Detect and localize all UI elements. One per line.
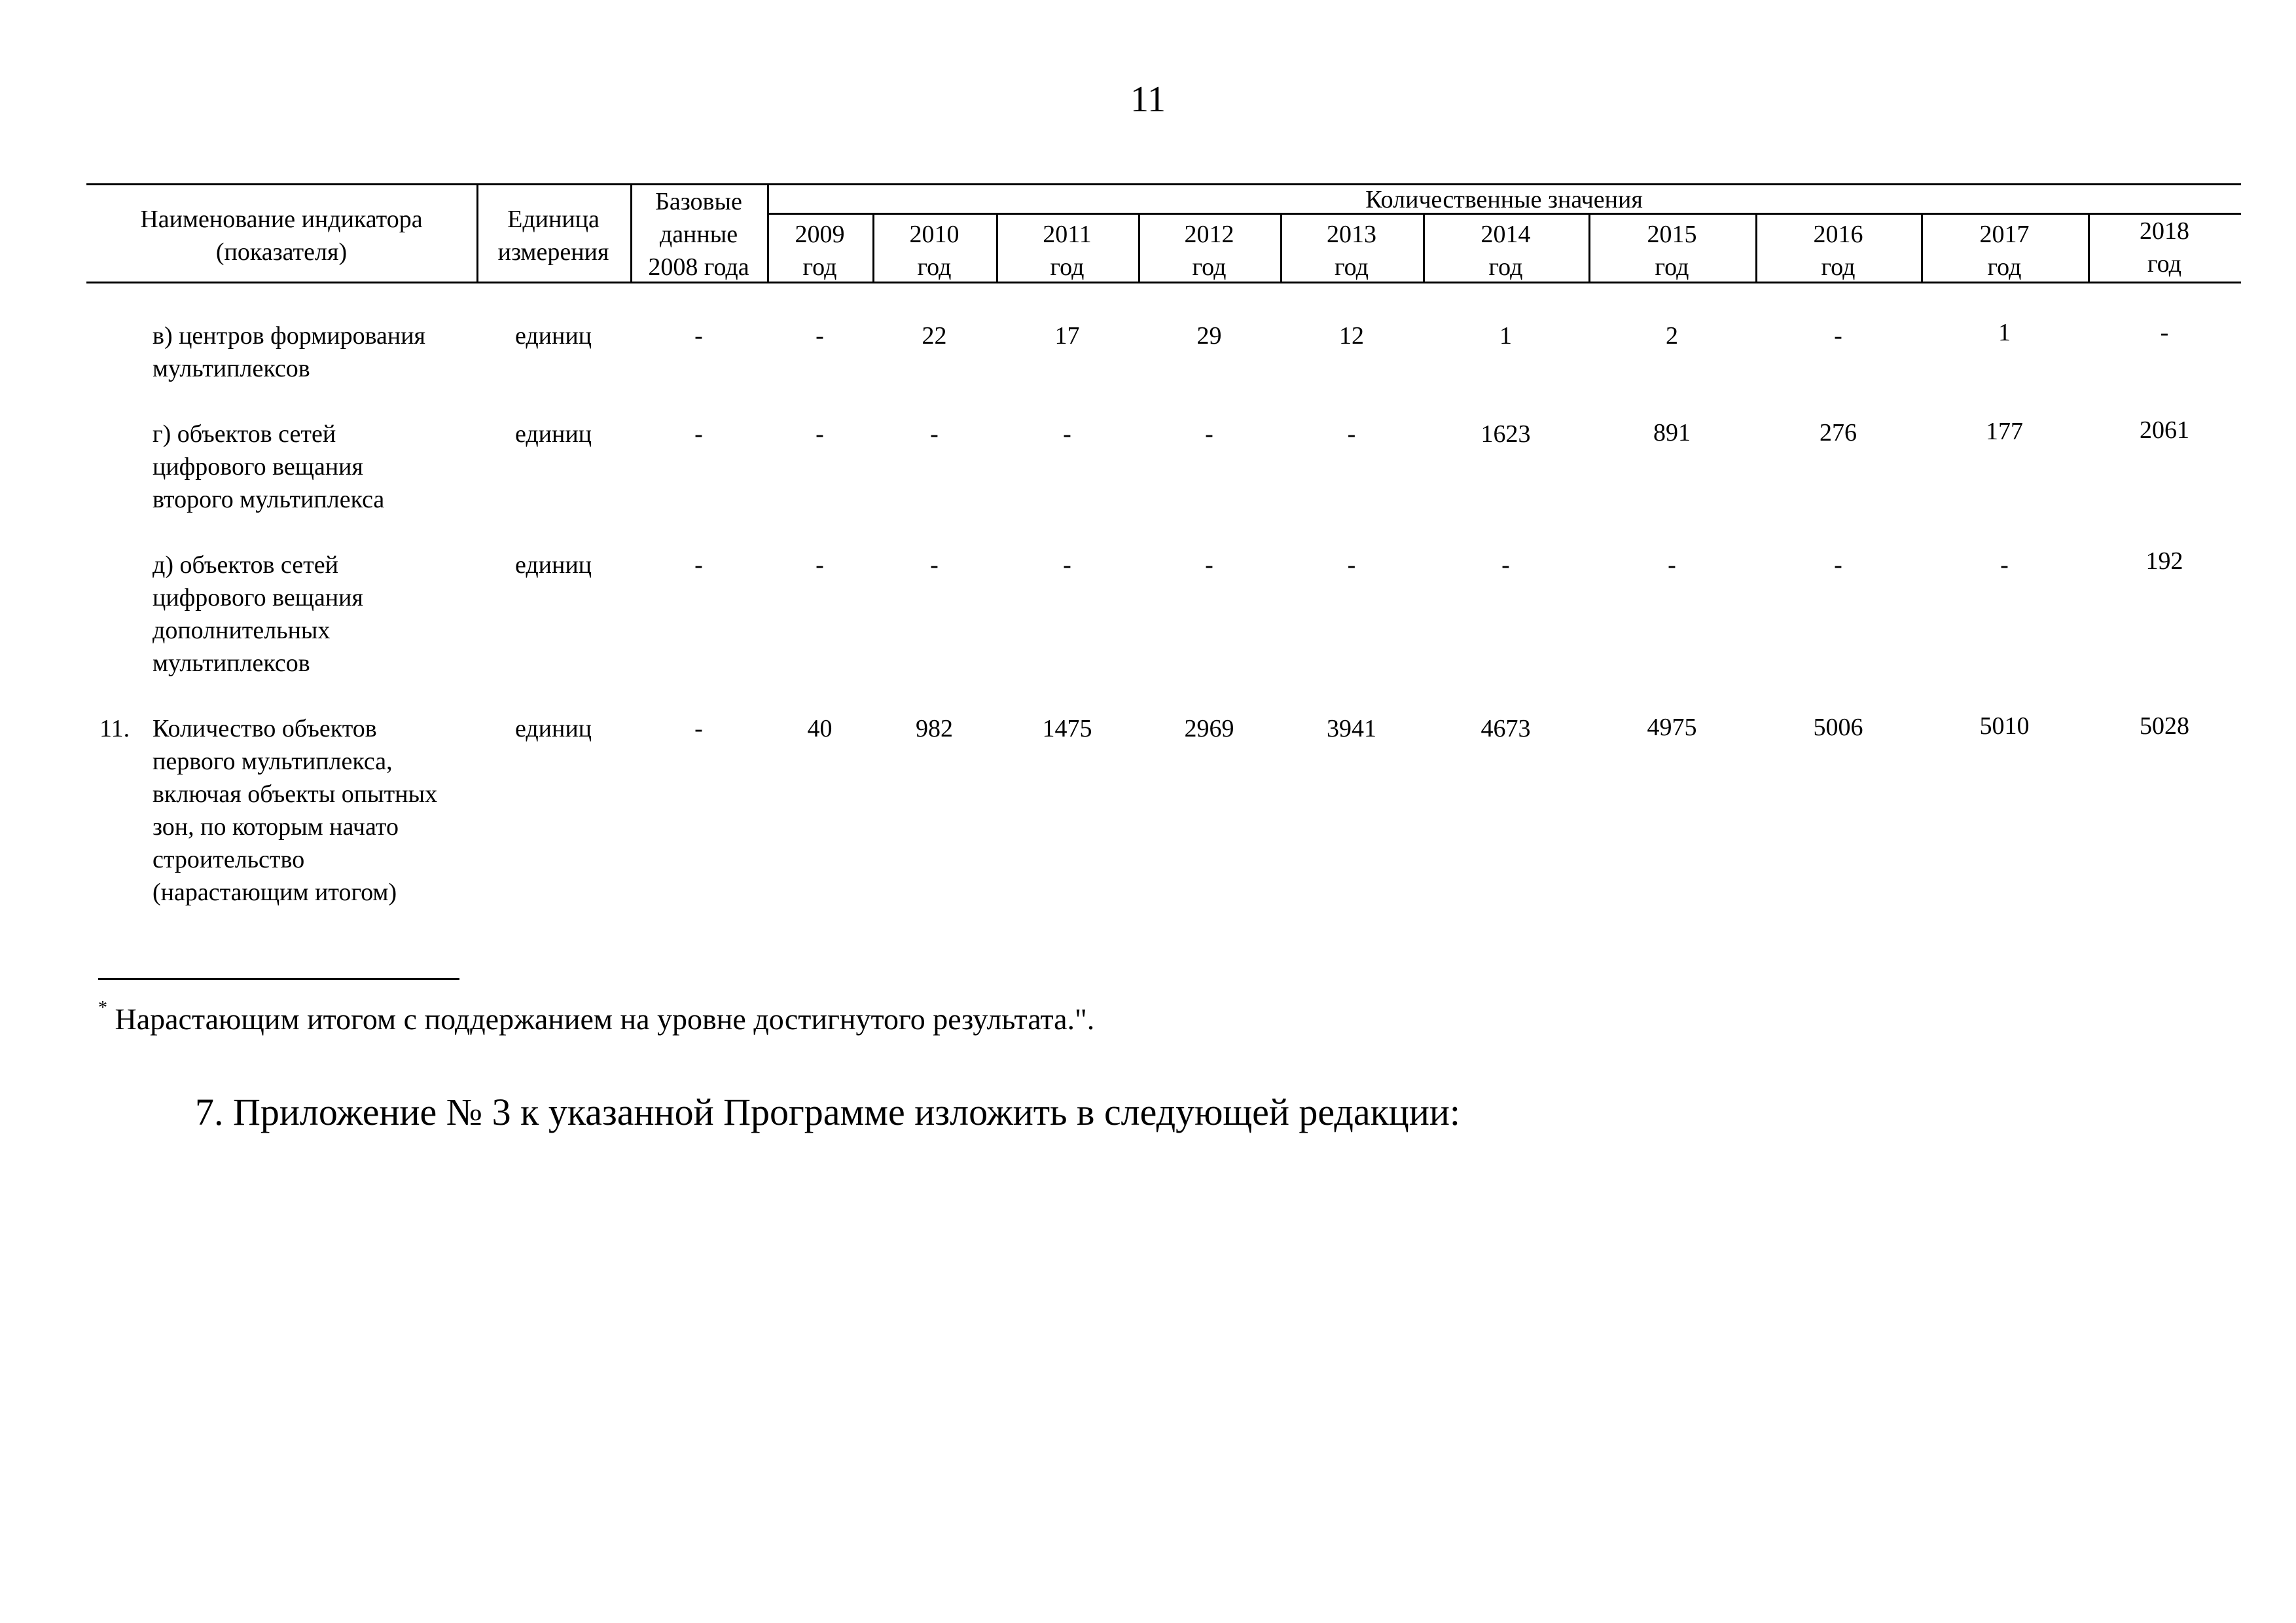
value-cell: 17 <box>1054 322 1080 350</box>
value-cell: 29 <box>1196 322 1222 350</box>
value-cell: 4673 <box>1480 715 1531 742</box>
header-year-2015: 2015 год <box>1647 221 1697 281</box>
value-cell: - <box>1063 420 1071 448</box>
row-unit: единиц <box>514 715 592 742</box>
value-cell: - <box>816 420 824 448</box>
value-cell: - <box>930 551 939 579</box>
value-cell: 1623 <box>1480 420 1531 448</box>
value-cell: 2969 <box>1184 715 1234 742</box>
value-cell: - <box>1834 551 1842 579</box>
header-year-2014: 2014 год <box>1480 221 1531 281</box>
value-cell: - <box>1668 551 1676 579</box>
value-cell: 1 <box>1499 322 1512 350</box>
header-year-2009: 2009 год <box>795 221 845 281</box>
value-cell: 2 <box>1666 322 1678 350</box>
row-unit: единиц <box>514 420 592 448</box>
value-cell: 276 <box>1820 419 1857 447</box>
value-cell: - <box>694 420 703 448</box>
value-cell: - <box>816 322 824 350</box>
value-cell: 982 <box>916 715 953 742</box>
value-cell: 40 <box>807 715 833 742</box>
value-cell: - <box>1347 420 1356 448</box>
footnote <box>98 998 1095 1036</box>
header-base-data: Базовые данные 2008 года <box>648 188 749 281</box>
value-cell: 891 <box>1653 419 1691 447</box>
row-indicator-name: д) объектов сетей цифрового вещания дополнительных мультиплексов <box>152 551 363 677</box>
value-cell: 177 <box>1986 418 2023 445</box>
value-cell: 1 <box>1998 319 2011 346</box>
row-indicator-name: Количество объектов первого мультиплекса, включая объекты опытных зон, по которым начато строительство (нарастающим итогом) <box>152 715 438 906</box>
header-year-2017: 2017 год <box>1979 221 2030 281</box>
value-cell: - <box>1347 551 1356 579</box>
row-number: 11. <box>99 715 130 742</box>
header-unit: Единица измерения <box>497 206 609 266</box>
footnote-rule <box>98 978 459 980</box>
value-cell: - <box>1205 420 1213 448</box>
row-indicator-name: в) центров формирования мультиплексов <box>152 322 426 382</box>
row-indicator-name: г) объектов сетей цифрового вещания второго мультиплекса <box>152 420 385 513</box>
value-cell: - <box>2000 551 2009 579</box>
value-cell: - <box>1834 322 1842 350</box>
value-cell: 22 <box>922 322 947 350</box>
header-year-2018: 2018 год <box>2140 217 2189 278</box>
value-cell: 192 <box>2145 547 2183 575</box>
value-cell: 4975 <box>1647 714 1697 741</box>
value-cell: 1475 <box>1042 715 1092 742</box>
clause-text: 7. Приложение № 3 к указанной Программе изложить в следующей редакции: <box>195 1091 1461 1133</box>
value-cell: - <box>1063 551 1071 579</box>
header-indicator-name: Наименование индикатора (показателя) <box>140 206 423 266</box>
value-cell: - <box>694 322 703 350</box>
footnote-text: Нарастающим итогом с поддержанием на уровне достигнутого результата.". <box>115 1002 1095 1036</box>
row-unit: единиц <box>514 322 592 350</box>
value-cell: - <box>1501 551 1510 579</box>
value-cell: - <box>1205 551 1213 579</box>
value-cell: 5006 <box>1813 714 1863 741</box>
header-year-2016: 2016 год <box>1813 221 1863 281</box>
value-cell: 3941 <box>1327 715 1376 742</box>
value-cell: - <box>694 715 703 742</box>
value-cell: 5028 <box>2140 712 2189 740</box>
page-number: 11 <box>1130 79 1166 120</box>
value-cell: 5010 <box>1979 712 2030 740</box>
header-year-2012: 2012 год <box>1184 221 1234 281</box>
header-quantity-group: Количественные значения <box>1365 186 1643 213</box>
header-year-2011: 2011 год <box>1043 221 1092 281</box>
row-unit: единиц <box>514 551 592 579</box>
value-cell: - <box>2160 319 2169 346</box>
value-cell: 2061 <box>2140 416 2189 444</box>
value-cell: - <box>816 551 824 579</box>
header-year-2013: 2013 год <box>1327 221 1376 281</box>
value-cell: - <box>694 551 703 579</box>
value-cell: - <box>930 420 939 448</box>
value-cell: 12 <box>1339 322 1364 350</box>
footnote-mark: * <box>98 998 107 1018</box>
header-year-2010: 2010 год <box>909 221 960 281</box>
